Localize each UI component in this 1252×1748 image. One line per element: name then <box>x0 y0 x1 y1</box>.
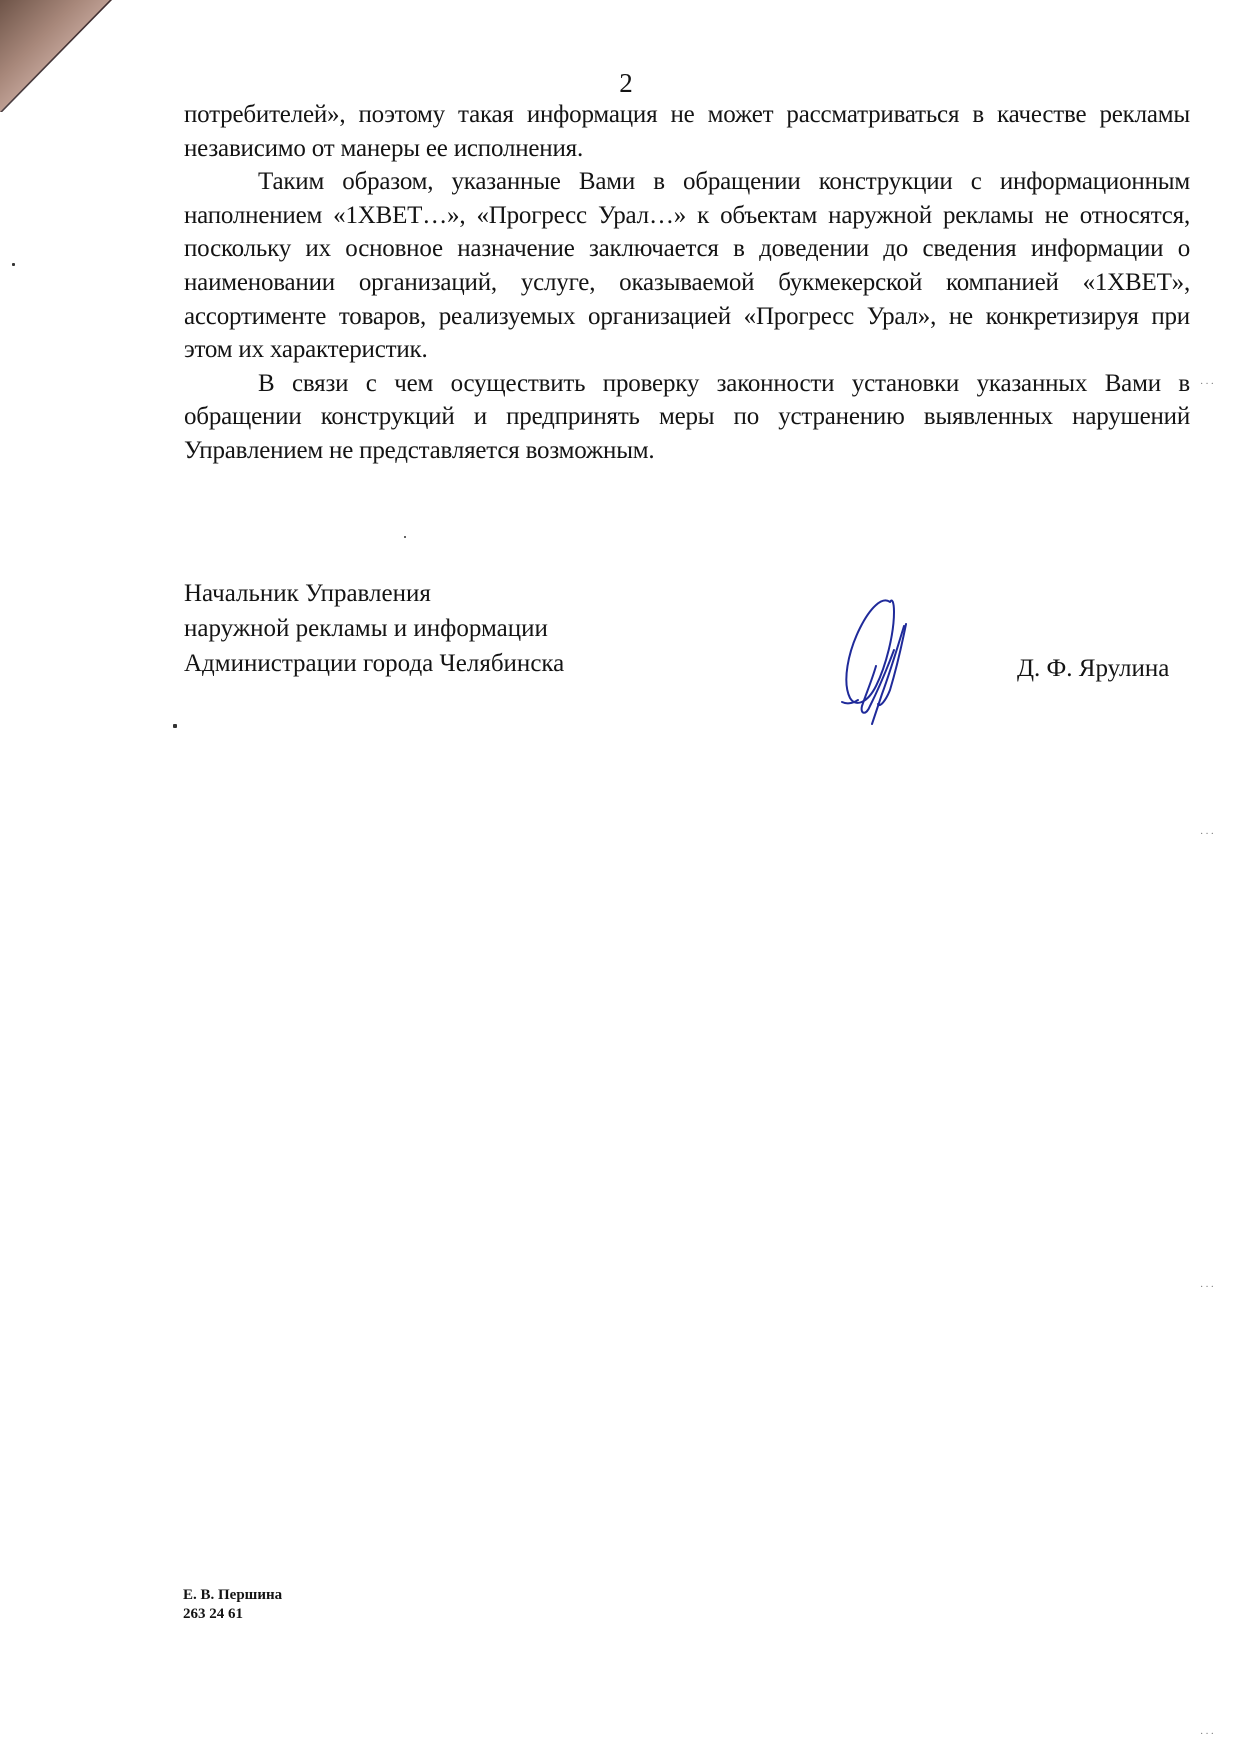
scan-dots: ··· <box>1200 1729 1216 1740</box>
paragraph-2: Таким образом, указанные Вами в обращении конструкции с информационным наполнением «1XBET…», «Прогресс Урал…» к объектам наружной рекламы не относятся, поскольку их основное назначение заключается в доведении до сведения информации о наименовании организаций, услуге, оказываемой букмекерской компанией «1XBET», ассортименте товаров, реализуемых организацией «Прогресс Урал», не конкретизируя при этом их характеристик. <box>184 168 1190 364</box>
page-number: 2 <box>619 68 633 98</box>
scan-dots: ··· <box>1200 829 1216 840</box>
scan-speck <box>173 724 177 728</box>
signatory-title-line-1: Начальник Управления <box>184 580 431 607</box>
executor-name: Е. В. Першина <box>183 1587 283 1603</box>
scan-dots: ··· <box>1200 379 1216 390</box>
signer-name: Д. Ф. Ярулина <box>1017 655 1170 682</box>
handwritten-signature-icon <box>832 594 922 726</box>
signatory-title <box>184 576 564 681</box>
letter-body <box>184 98 1190 468</box>
scan-dots: ··· <box>1200 1282 1216 1293</box>
executor-contact <box>183 1586 282 1624</box>
executor-phone: 263 24 61 <box>183 1606 243 1622</box>
scan-speck <box>404 536 406 538</box>
signatory-title-line-2: наружной рекламы и информации <box>184 615 548 642</box>
paragraph-3: В связи с чем осуществить проверку законности установки указанных Вами в обращении конструкций и предпринять меры по устранению выявленных нарушений Управлением не представляется возможным. <box>184 369 1190 464</box>
signatory-title-line-3: Администрации города Челябинска <box>184 650 565 677</box>
scan-speck <box>12 263 15 266</box>
paragraph-1: потребителей», поэтому такая информация не может рассматриваться в качестве рекламы независимо от манеры ее исполнения. <box>184 101 1190 162</box>
